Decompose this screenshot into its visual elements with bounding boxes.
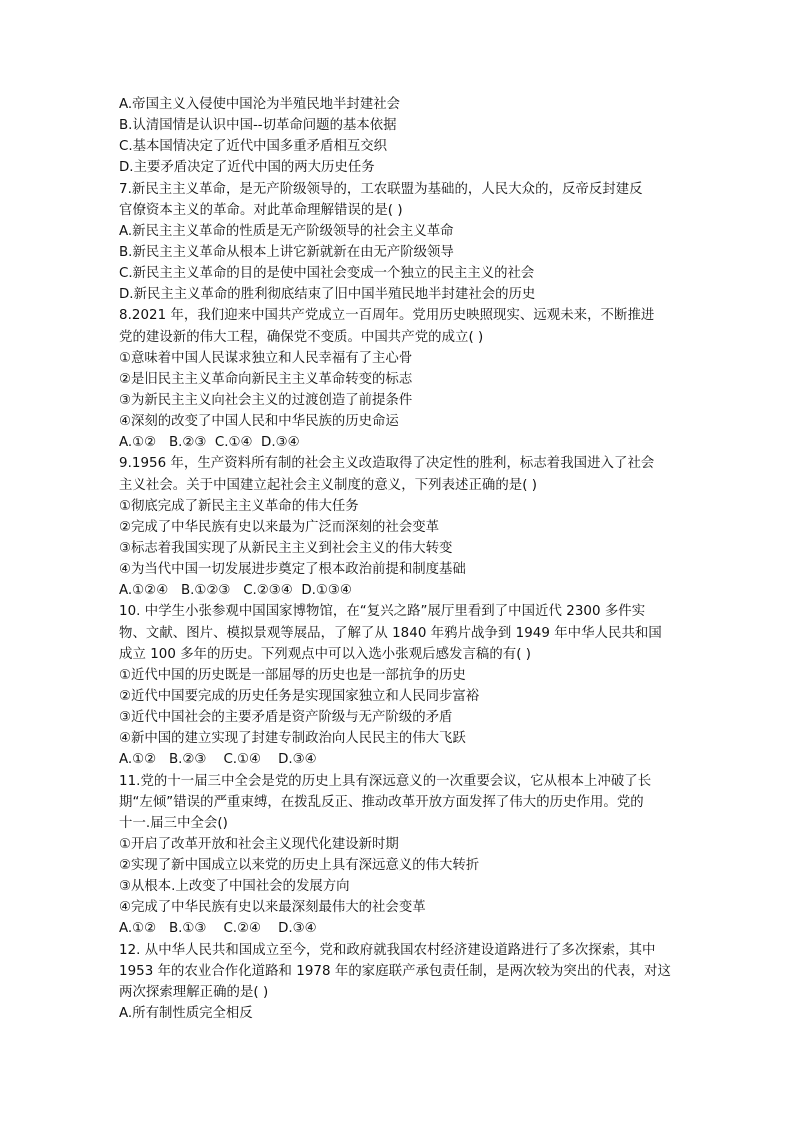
question-11-stem-line-1: 11.党的十一届三中全会是党的历史上具有深远意义的一次重要会议，它从根本上冲破了长	[119, 773, 652, 789]
question-7-stem-line-1: 7.新民主主义革命，是无产阶级领导的，工农联盟为基础的，人民大众的，反帝反封建反	[119, 181, 643, 197]
question-9-item-4: ④为当代中国一切发展进步奠定了根本政治前提和制度基础	[119, 562, 466, 578]
question-10-stem-line-3: 成立 100 多年的历史。下列观点中可以入选小张观后感发言稿的有( )	[119, 646, 532, 662]
question-11-choices: A.①② B.①③ C.②④ D.③④	[119, 921, 317, 937]
option-6b: B.认清国情是认识中国--切革命问题的基本依据	[119, 118, 397, 134]
question-8-item-1: ①意味着中国人民谋求独立和人民幸福有了主心骨	[119, 350, 413, 366]
question-9-item-1: ①彻底完成了新民主主义革命的伟大任务	[119, 498, 359, 514]
question-8-item-3: ③为新民主主义向社会主义的过渡创造了前提条件	[119, 392, 413, 408]
question-8-item-4: ④深刻的改变了中国人民和中华民族的历史命运	[119, 414, 399, 430]
option-6d: D.主要矛盾决定了近代中国的两大历史任务	[119, 160, 375, 176]
option-6c: C.基本国情决定了近代中国多重矛盾相互交织	[119, 139, 388, 155]
question-11-item-1: ①开启了改革开放和社会主义现代化建设新时期	[119, 836, 399, 852]
question-7-stem-line-2: 官僚资本主义的革命。对此革命理解错误的是( )	[119, 202, 403, 218]
question-9-stem-line-1: 9.1956 年，生产资料所有制的社会主义改造取得了决定性的胜利，标志着我国进入了社会	[119, 456, 655, 472]
question-10-item-3: ③近代中国社会的主要矛盾是资产阶级与无产阶级的矛盾	[119, 710, 453, 726]
question-11-item-4: ④完成了中华民族有史以来最深刻最伟大的社会变革	[119, 900, 426, 916]
question-11-stem-line-2: 期“左倾”错误的严重束缚，在拨乱反正、推动改革开放方面发挥了伟大的历史作用。党的	[119, 794, 644, 810]
question-10-choices: A.①② B.②③ C.①④ D.③④	[119, 752, 317, 768]
option-7a: A.新民主主义革命的性质是无产阶级领导的社会主义革命	[119, 223, 454, 239]
option-6a: A.帝国主义入侵使中国沦为半殖民地半封建社会	[119, 97, 400, 112]
question-12-stem-line-3: 两次探索理解正确的是( )	[119, 984, 269, 1000]
question-8-stem-line-1: 8.2021 年，我们迎来中国共产党成立一百周年。党用历史映照现实、远观未来，不断推进	[119, 308, 655, 324]
question-11-item-3: ③从根本.上改变了中国社会的发展方向	[119, 879, 350, 895]
question-9-item-2: ②完成了中华民族有史以来最为广泛而深刻的社会变革	[119, 519, 439, 535]
option-7c: C.新民主主义革命的目的是使中国社会变成一个独立的民主主义的社会	[119, 266, 535, 282]
option-7d: D.新民主主义革命的胜利彻底结束了旧中国半殖民地半封建社会的历史	[119, 287, 536, 303]
question-10-item-1: ①近代中国的历史既是一部屈辱的历史也是一部抗争的历史	[119, 667, 466, 683]
question-8-stem-line-2: 党的建设新的伟大工程，确保党不变质。中国共产党的成立( )	[119, 329, 484, 345]
question-10-stem-line-2: 物、文献、图片、模拟景观等展品，了解了从 1840 年鸦片战争到 1949 年中华人民共和国	[119, 625, 662, 641]
question-10-item-4: ④新中国的建立实现了封建专制政治向人民民主的伟大飞跃	[119, 731, 466, 747]
document-page	[119, 94, 679, 1024]
question-9-stem-line-2: 主义社会。关于中国建立起社会主义制度的意义，下列表述正确的是( )	[119, 477, 538, 493]
question-9-item-3: ③标志着我国实现了从新民主主义到社会主义的伟大转变	[119, 540, 453, 556]
question-8-choices: A.①② B.②③ C.①④ D.③④	[119, 435, 300, 451]
question-11-item-2: ②实现了新中国成立以来党的历史上具有深远意义的伟大转折	[119, 858, 480, 874]
question-11-stem-line-3: 十一.届三中全会()	[119, 815, 228, 831]
option-7b: B.新民主主义革命从根本上讲它新就新在由无产阶级领导	[119, 244, 454, 260]
question-12-stem-line-2: 1953 年的农业合作化道路和 1978 年的家庭联产承包责任制，是两次较为突出的代表，对这	[119, 963, 671, 979]
question-10-stem-line-1: 10. 中学生小张参观中国国家博物馆，在“复兴之路”展厅里看到了中国近代 2300 多件实	[119, 604, 646, 620]
question-10-item-2: ②近代中国要完成的历史任务是实现国家独立和人民同步富裕	[119, 688, 480, 704]
option-12a: A.所有制性质完全相反	[119, 1006, 253, 1022]
question-8-item-2: ②是旧民主主义革命向新民主主义革命转变的标志	[119, 371, 413, 387]
question-9-choices: A.①②④ B.①②③ C.②③④ D.①③④	[119, 583, 352, 599]
question-12-stem-line-1: 12. 从中华人民共和国成立至今，党和政府就我国农村经济建设道路进行了多次探索，其中	[119, 942, 656, 958]
